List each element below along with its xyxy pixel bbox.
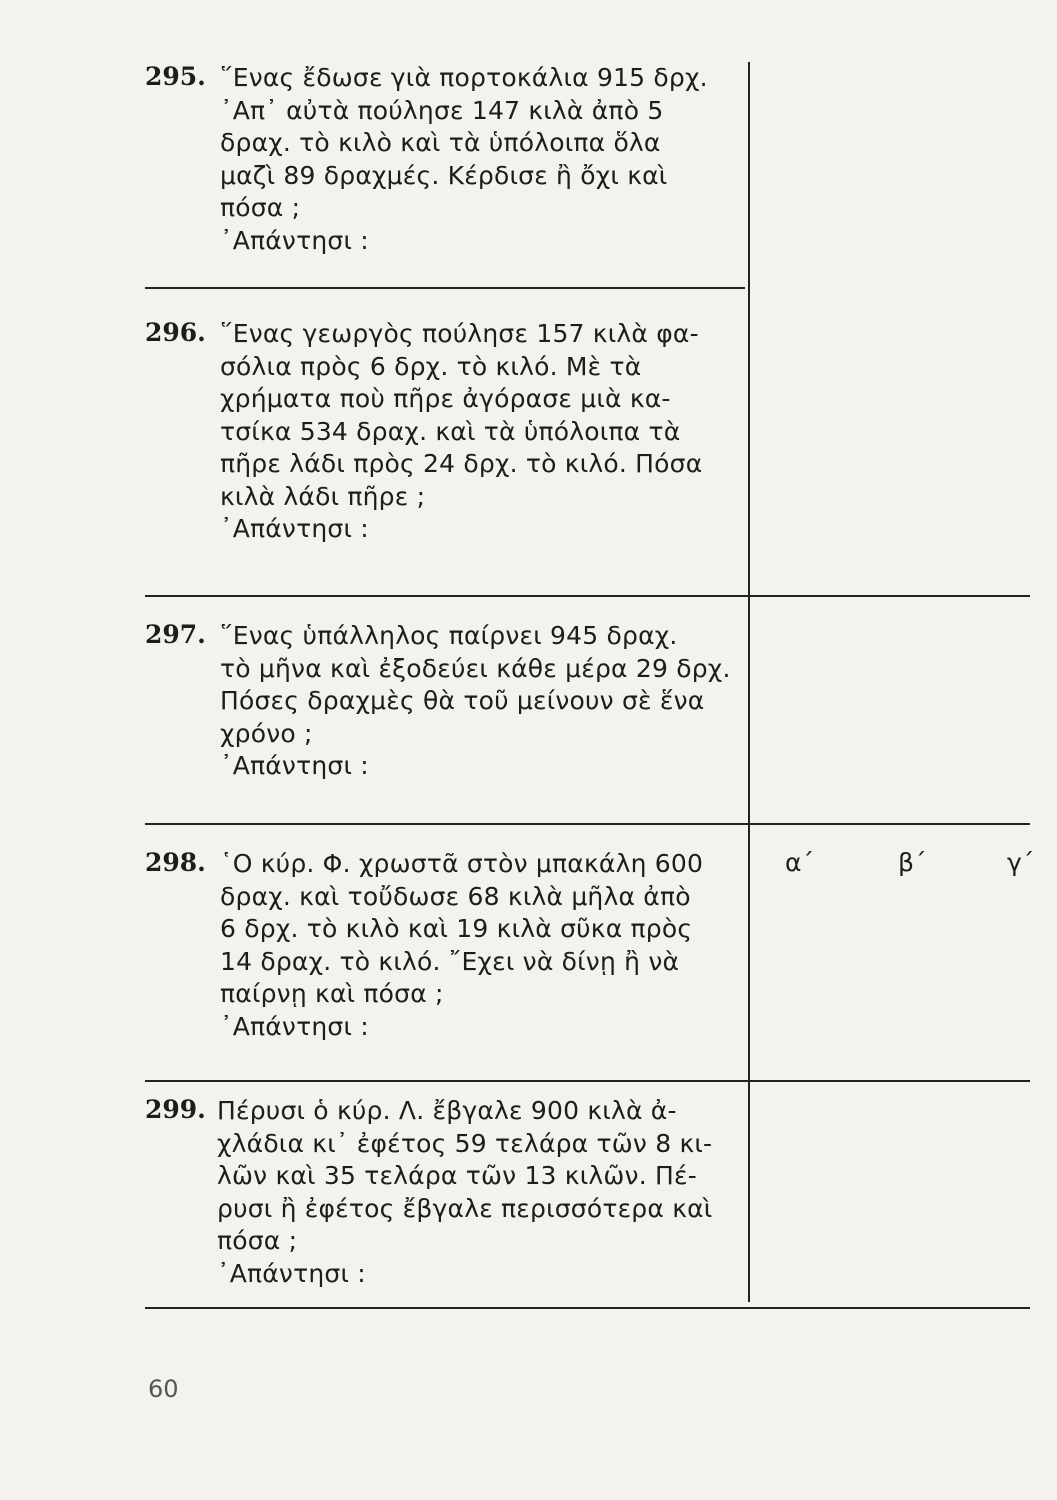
problem-line: Πόσες δραχμὲς θὰ τοῦ μείνουν σὲ ἕνα — [220, 686, 705, 715]
problem-line: ῞Ενας ἔδωσε γιὰ πορτοκάλια 915 δρχ. — [220, 63, 708, 92]
answer-label: ᾿Απάντησι : — [217, 1258, 366, 1288]
answer-label: ᾿Απάντησι : — [220, 225, 369, 255]
problem-text — [217, 1095, 737, 1290]
answer-column-divider — [748, 62, 750, 1302]
problem-line: ῞Ενας ὑπάλληλος παίρνει 945 δραχ. — [220, 621, 678, 650]
problem-line: χρήματα ποὺ πῆρε ἀγόρασε μιὰ κα- — [220, 384, 671, 413]
answer-label: ᾿Απάντησι : — [220, 514, 369, 543]
separator-rule — [145, 823, 1030, 825]
problem-number: 297. — [145, 620, 206, 649]
problem-line: πῆρε λάδι πρὸς 24 δρχ. τὸ κιλό. Πόσα — [220, 449, 703, 478]
problem-line: χρόνο ; — [220, 718, 313, 748]
problem-line: μαζὶ 89 δραχμές. Κέρδισε ἢ ὄχι καὶ — [220, 160, 668, 190]
problem-line: πόσα ; — [217, 1226, 298, 1255]
problem-line: ρυσι ἢ ἐφέτος ἔβγαλε περισσότερα καὶ — [217, 1193, 713, 1223]
page-number: 60 — [148, 1375, 179, 1403]
problem-line: δραχ. τὸ κιλὸ καὶ τὰ ὑπόλοιπα ὅλα — [220, 128, 661, 157]
problem-line: κιλὰ λάδι πῆρε ; — [220, 481, 426, 511]
problem-line: παίρνῃ καὶ πόσα ; — [220, 979, 444, 1008]
problem-text — [220, 318, 740, 546]
problem-line: 6 δρχ. τὸ κιλὸ καὶ 19 κιλὰ σῦκα πρὸς — [220, 914, 693, 943]
problem-line: χλάδια κι᾿ ἐφέτος 59 τελάρα τῶν 8 κι- — [217, 1128, 713, 1158]
problem-line: πόσα ; — [220, 193, 301, 222]
problem-line: τσίκα 534 δραχ. καὶ τὰ ὑπόλοιπα τὰ — [220, 416, 681, 446]
problem-number: 299. — [145, 1095, 206, 1124]
column-label-c: γ΄ — [1007, 848, 1035, 877]
separator-rule — [145, 1080, 1030, 1082]
problem-line: Πέρυσι ὁ κύρ. Λ. ἔβγαλε 900 κιλὰ ἀ- — [217, 1096, 677, 1125]
problem-line: 14 δραχ. τὸ κιλό. ῎Εχει νὰ δίνῃ ἢ νὰ — [220, 946, 680, 976]
separator-rule — [145, 595, 1030, 597]
separator-rule — [145, 287, 745, 289]
problem-number: 298. — [145, 848, 206, 877]
problem-line: ῞Ενας γεωργὸς πούλησε 157 κιλὰ φα- — [220, 319, 699, 348]
problem-number: 296. — [145, 318, 206, 347]
column-label-a: α΄ — [785, 848, 814, 877]
problem-text — [220, 620, 740, 783]
answer-label: ᾿Απάντησι : — [220, 1011, 369, 1041]
separator-rule — [145, 1307, 1030, 1309]
problem-text — [220, 848, 740, 1043]
answer-label: ᾿Απάντησι : — [220, 751, 369, 780]
problem-line: δραχ. καὶ τοὔδωσε 68 κιλὰ μῆλα ἀπὸ — [220, 881, 691, 911]
problem-line: λῶν καὶ 35 τελάρα τῶν 13 κιλῶν. Πέ- — [217, 1161, 697, 1190]
problem-number: 295. — [145, 62, 206, 91]
problem-text — [220, 62, 740, 257]
problem-line: τὸ μῆνα καὶ ἐξοδεύει κάθε μέρα 29 δρχ. — [220, 653, 731, 683]
problem-line: σόλια πρὸς 6 δρχ. τὸ κιλό. Μὲ τὰ — [220, 351, 642, 381]
column-label-b: β΄ — [898, 848, 927, 877]
problem-line: ῾Ο κύρ. Φ. χρωστᾶ στὸν μπακάλη 600 — [220, 849, 704, 878]
problem-line: ᾿Απ᾿ αὐτὰ πούλησε 147 κιλὰ ἀπὸ 5 — [220, 95, 664, 125]
